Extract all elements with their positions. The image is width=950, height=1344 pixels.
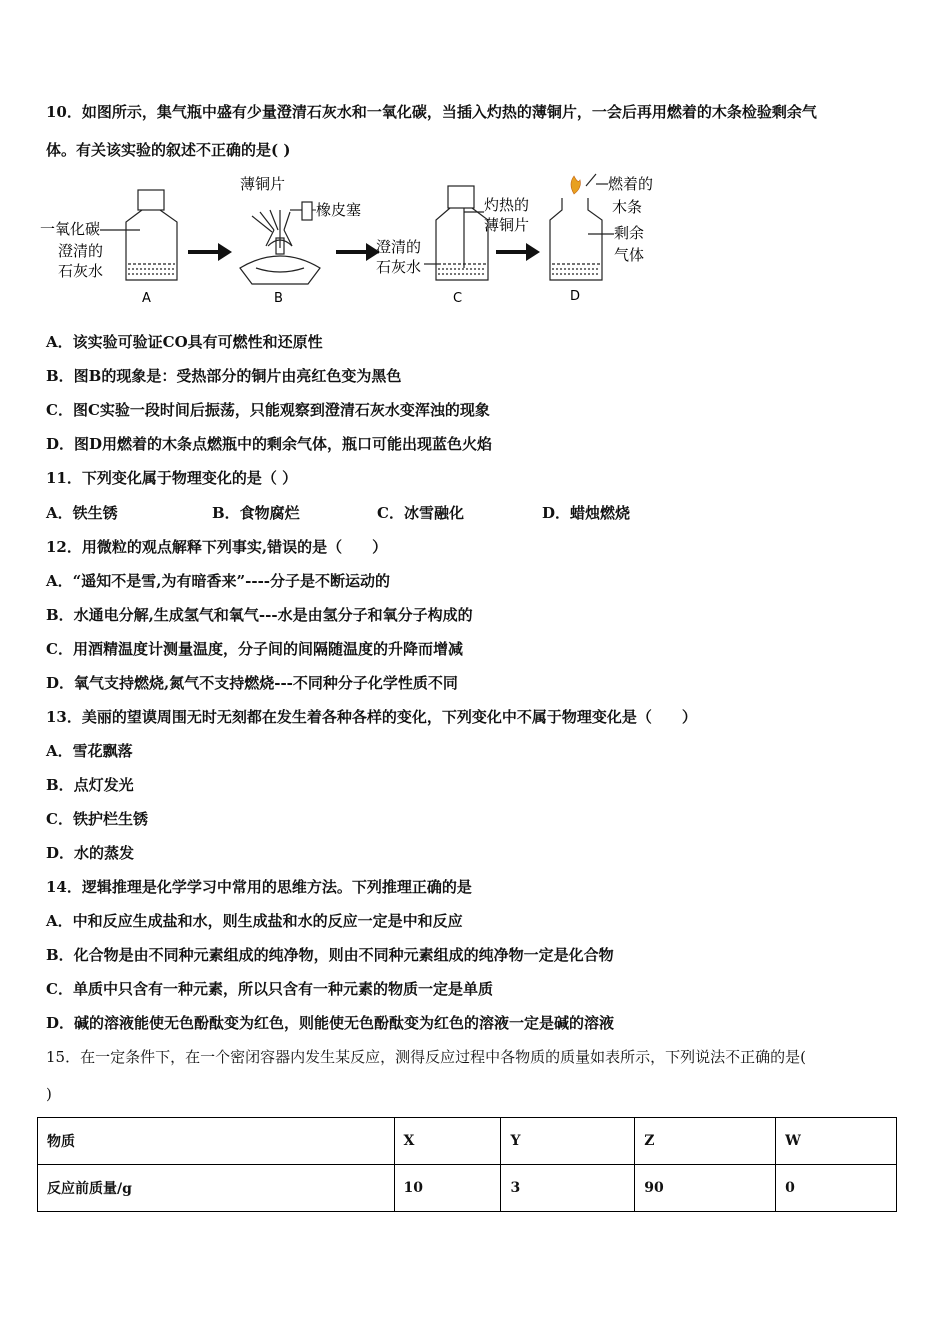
- table-header-cell: 物质: [38, 1118, 395, 1165]
- label-remain2: 气体: [614, 246, 645, 264]
- q11-option-b: B．食物腐烂: [212, 504, 300, 522]
- q15-mass-table: [37, 1117, 897, 1212]
- label-stopper: 橡皮塞: [316, 201, 362, 219]
- q10-experiment-figure: [40, 172, 680, 312]
- q12-option-c: C．用酒精温度计测量温度，分子间的间隔随温度的升降而增减: [46, 640, 463, 658]
- label-limewater-a2: 石灰水: [58, 262, 104, 280]
- q10-option-b: B．图B的现象是：受热部分的铜片由亮红色变为黑色: [46, 367, 402, 385]
- q12-option-a: A．“遥知不是雪,为有暗香来”----分子是不断运动的: [46, 572, 391, 590]
- table-header-cell: W: [776, 1118, 897, 1165]
- table-cell: 10: [394, 1165, 501, 1212]
- label-co: 一氧化碳: [40, 220, 101, 238]
- label-limewater-c2: 石灰水: [376, 258, 422, 276]
- caption-b: B: [274, 291, 283, 306]
- q13-option-d: D．水的蒸发: [46, 844, 135, 862]
- label-burning2: 木条: [612, 198, 643, 216]
- table-cell: 90: [635, 1165, 776, 1212]
- table-header-cell: X: [394, 1118, 501, 1165]
- q14-stem: 14．逻辑推理是化学学习中常用的思维方法。下列推理正确的是: [46, 878, 472, 896]
- q10-option-c: C．图C实验一段时间后振荡，只能观察到澄清石灰水变浑浊的现象: [46, 401, 490, 419]
- caption-c: C: [453, 291, 463, 306]
- table-header-cell: Y: [501, 1118, 635, 1165]
- label-burning1: 燃着的: [608, 175, 654, 193]
- q13-option-b: B．点灯发光: [46, 776, 134, 794]
- label-limewater-c1: 澄清的: [376, 238, 422, 256]
- arrow-2: [336, 243, 380, 261]
- table-header-cell: Z: [635, 1118, 776, 1165]
- bottle-d: [550, 174, 614, 280]
- q15-stem-line2: ): [46, 1085, 52, 1103]
- table-row: [38, 1165, 897, 1212]
- q10-stem-line2: 体。有关该实验的叙述不正确的是( ): [46, 141, 291, 159]
- q13-stem: 13．美丽的望谟周围无时无刻都在发生着各种各样的变化，下列变化中不属于物理变化是（ ）: [46, 708, 697, 726]
- q14-option-c: C．单质中只含有一种元素，所以只含有一种元素的物质一定是单质: [46, 980, 493, 998]
- q12-option-b: B．水通电分解,生成氢气和氧气---水是由氢分子和氧分子构成的: [46, 606, 473, 624]
- table-cell: 3: [501, 1165, 635, 1212]
- arrow-1: [188, 243, 232, 261]
- q11-option-a: A．铁生锈: [46, 504, 118, 522]
- table-row: [38, 1118, 897, 1165]
- bottle-a: [100, 190, 177, 280]
- q11-stem: 11．下列变化属于物理变化的是（ ）: [46, 469, 298, 487]
- caption-a: A: [142, 291, 151, 306]
- bottle-c: [424, 186, 488, 280]
- label-remain1: 剩余: [614, 224, 645, 242]
- q10-option-d: D．图D用燃着的木条点燃瓶中的剩余气体，瓶口可能出现蓝色火焰: [46, 435, 493, 453]
- q15-stem-line1: 15．在一定条件下，在一个密闭容器内发生某反应，测得反应过程中各物质的质量如表所示，下列说法不正确的是(: [46, 1048, 806, 1066]
- label-hot-copper1: 灼热的: [484, 196, 530, 214]
- label-copper: 薄铜片: [240, 175, 286, 193]
- q10-stem-line1: 10．如图所示，集气瓶中盛有少量澄清石灰水和一氧化碳，当插入灼热的薄铜片，一会后再用燃着的木条检验剩余气: [46, 103, 817, 121]
- table-cell: 0: [776, 1165, 897, 1212]
- q13-option-c: C．铁护栏生锈: [46, 810, 148, 828]
- flame-icon: [571, 176, 580, 194]
- caption-d: D: [570, 289, 581, 304]
- table-cell: 反应前质量/g: [38, 1165, 395, 1212]
- q12-stem: 12．用微粒的观点解释下列事实,错误的是（ ）: [46, 538, 388, 556]
- q11-option-c: C．冰雪融化: [377, 504, 464, 522]
- lamp-b: [240, 202, 320, 284]
- label-limewater-a1: 澄清的: [58, 242, 104, 260]
- arrow-3: [496, 243, 540, 261]
- q11-option-d: D．蜡烛燃烧: [542, 504, 631, 522]
- q10-option-a: A．该实验可验证CO具有可燃性和还原性: [46, 333, 323, 351]
- q14-option-a: A．中和反应生成盐和水，则生成盐和水的反应一定是中和反应: [46, 912, 463, 930]
- q13-option-a: A．雪花飘落: [46, 742, 133, 760]
- q14-option-b: B．化合物是由不同种元素组成的纯净物，则由不同种元素组成的纯净物一定是化合物: [46, 946, 614, 964]
- label-hot-copper2: 薄铜片: [484, 216, 530, 234]
- q12-option-d: D．氧气支持燃烧,氮气不支持燃烧---不同种分子化学性质不同: [46, 674, 458, 692]
- q14-option-d: D．碱的溶液能使无色酚酞变为红色，则能使无色酚酞变为红色的溶液一定是碱的溶液: [46, 1014, 615, 1032]
